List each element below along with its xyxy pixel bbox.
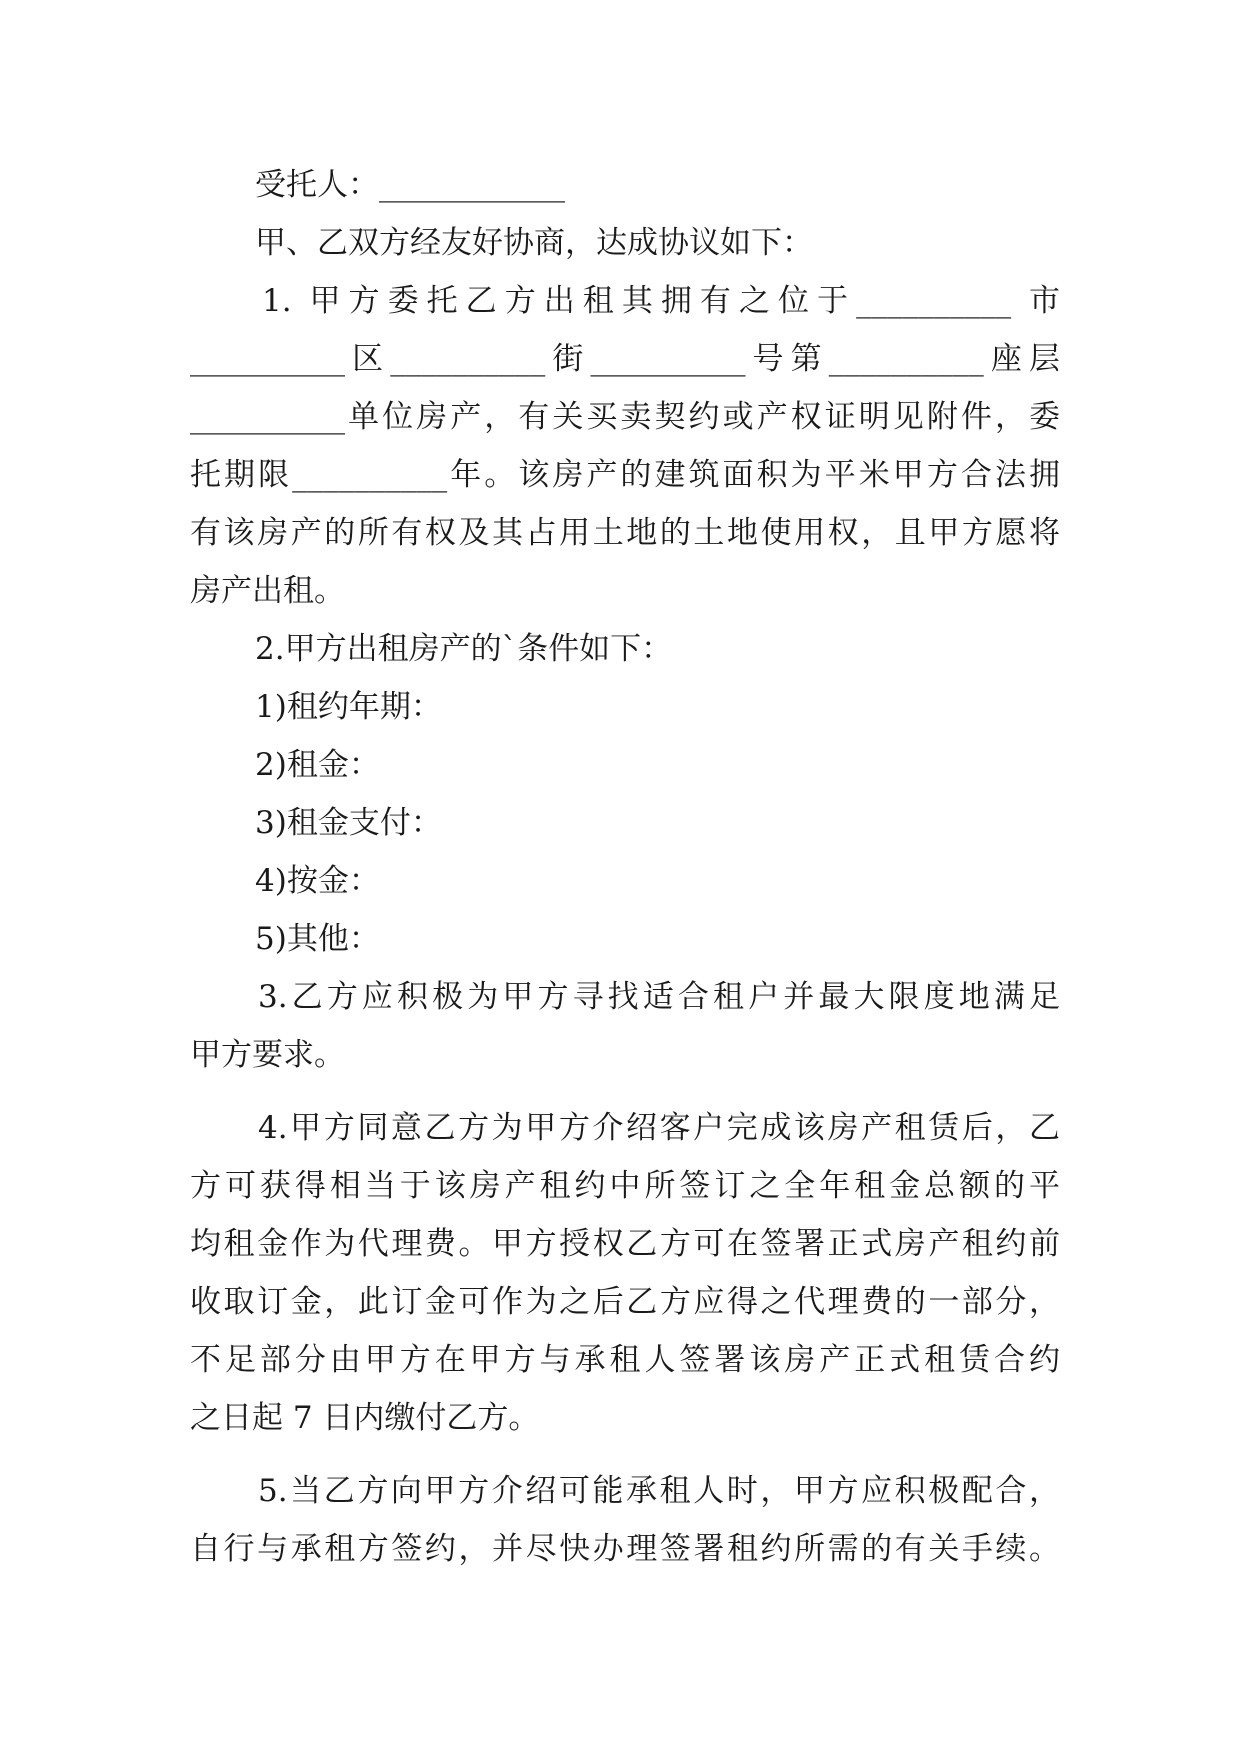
clause-5-line-1: 5.当乙方向甲方介绍可能承租人时，甲方应积极配合， <box>258 1473 1060 1509</box>
clause-3-line-1: 3.乙方应积极为甲方寻找适合租户并最大限度地满足 <box>258 979 1060 1015</box>
clause-3-line-2: 甲方要求。 <box>190 1037 345 1073</box>
clause-5-line-2: 自行与承租方签约，并尽快办理签署租约所需的有关手续。 <box>190 1531 1060 1567</box>
clause-4-line-2: 方可获得相当于该房产租约中所签订之全年租金总额的平 <box>190 1168 1060 1204</box>
clause-1-line-1: 1. 甲方委托乙方出租其拥有之位于__________ 市 <box>262 283 1060 319</box>
clause-2-item-2: 2)租金： <box>255 747 380 783</box>
clause-2-item-5: 5)其他： <box>255 921 380 957</box>
clause-1-line-3: __________单位房产，有关买卖契约或产权证明见附件，委 <box>190 399 1060 435</box>
agreement-intro: 甲、乙双方经友好协商，达成协议如下： <box>255 225 813 261</box>
clause-4-line-5: 不足部分由甲方在甲方与承租人签署该房产正式租赁合约 <box>190 1342 1060 1378</box>
clause-4-line-3: 均租金作为代理费。甲方授权乙方可在签署正式房产租约前 <box>190 1226 1060 1262</box>
trustee-line: 受托人：____________ <box>255 167 565 203</box>
clause-2-heading: 2.甲方出租房产的`条件如下： <box>255 631 673 667</box>
clause-4-line-4: 收取订金，此订金可作为之后乙方应得之代理费的一部分， <box>190 1284 1060 1320</box>
clause-1-line-2: __________区__________街__________号第__________座层 <box>190 341 1060 377</box>
clause-4-line-6: 之日起 7 日内缴付乙方。 <box>190 1400 540 1436</box>
clause-1-line-5: 有该房产的所有权及其占用土地的土地使用权，且甲方愿将 <box>190 515 1060 551</box>
clause-2-item-3: 3)租金支付： <box>255 805 442 841</box>
clause-2-item-4: 4)按金： <box>255 863 380 899</box>
clause-1-line-6: 房产出租。 <box>190 573 345 609</box>
clause-1-line-4: 托期限__________年。该房产的建筑面积为平米甲方合法拥 <box>190 457 1060 493</box>
clause-4-line-1: 4.甲方同意乙方为甲方介绍客户完成该房产租赁后，乙 <box>258 1110 1060 1146</box>
clause-2-item-1: 1)租约年期： <box>255 689 442 725</box>
